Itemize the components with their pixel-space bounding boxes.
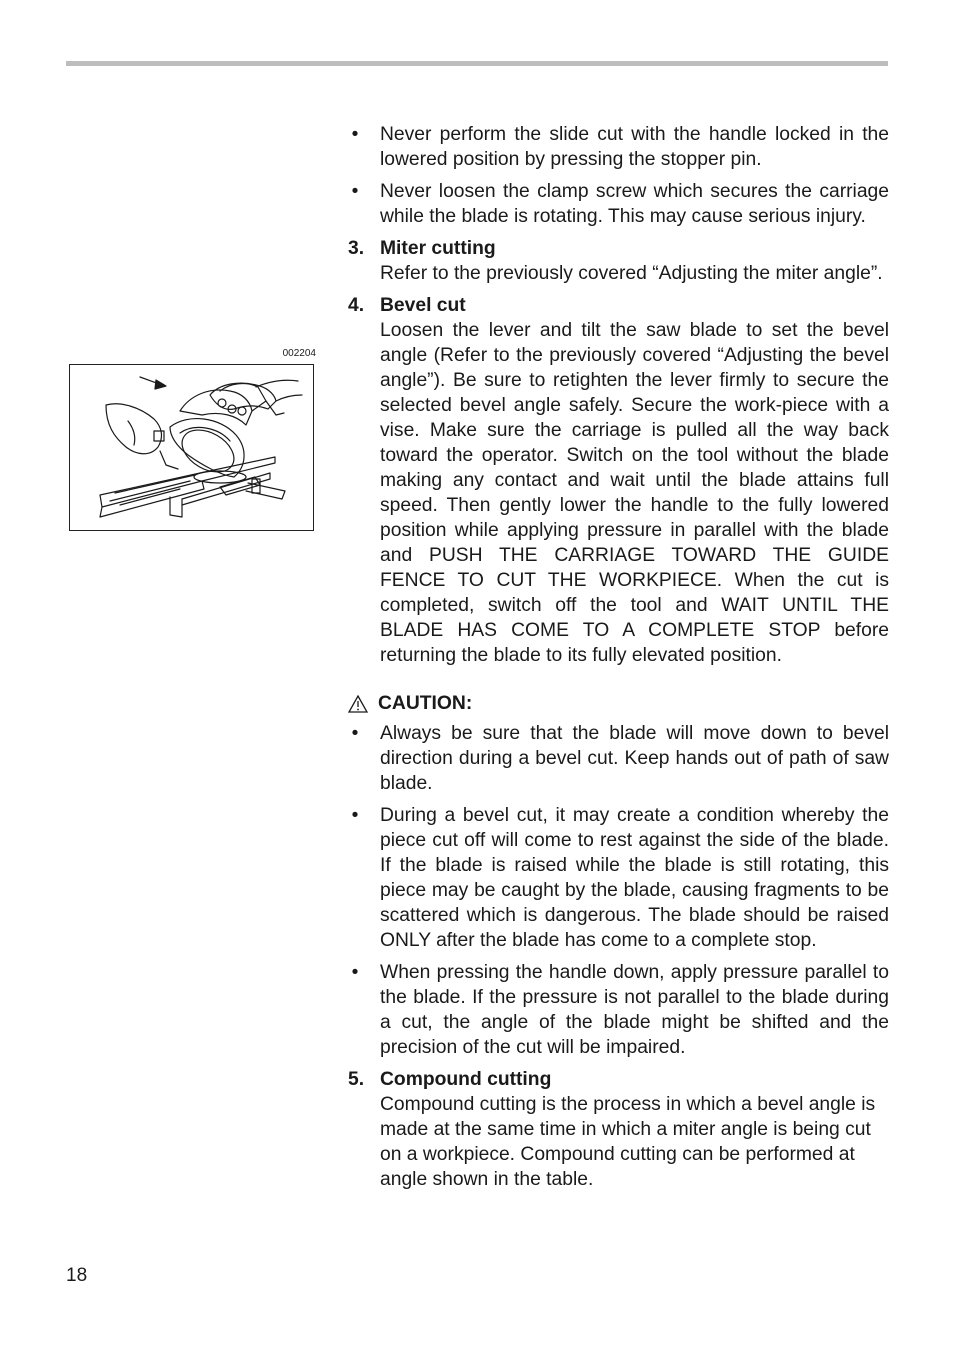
caution-heading	[348, 691, 889, 716]
bullet-text: Never perform the slide cut with the handle locked in the lowered position by pressing the stopper pin.	[380, 124, 889, 170]
bullet: •	[351, 723, 359, 744]
section-title: Compound cutting	[380, 1069, 552, 1090]
bullet: •	[351, 124, 359, 145]
section-number: 3.	[348, 238, 365, 259]
bullet-text: Always be sure that the blade will move down to bevel direction during a bevel cut. Keep hands out of path of saw blade.	[380, 723, 889, 794]
list-item	[348, 803, 889, 953]
figure-code: 002204	[282, 348, 316, 359]
instructions-column	[348, 122, 889, 1192]
section-title: Bevel cut	[380, 295, 466, 316]
bullet: •	[351, 805, 359, 826]
section-number: 4.	[348, 295, 365, 316]
top-rule	[66, 61, 888, 66]
list-item	[348, 122, 889, 172]
miter-saw-drawing	[70, 365, 312, 529]
section-number: 5.	[348, 1069, 365, 1090]
section-body: Loosen the lever and tilt the saw blade to set the bevel angle (Refer to the previously covered “Adjusting the bevel angle”). Be sure to retighten the lever firmly to secure the selected bevel angle safely. Secure the work-piece with a vise. Make sure the carriage is pulled all the way back toward the operator. Switch on the tool without the blade making any contact and wait until the blade attains full speed. Then gently lower the handle to the fully lowered position while applying pressure in parallel with the blade and PUSH THE CARRIAGE TOWARD THE GUIDE FENCE TO CUT THE WORKPIECE. When the cut is completed, switch off the tool and WAIT UNTIL THE BLADE HAS COME TO A COMPLETE STOP before returning the blade to its fully elevated position.	[380, 320, 889, 666]
section-title: Miter cutting	[380, 238, 496, 259]
bullet: •	[351, 962, 359, 983]
list-item	[348, 960, 889, 1060]
warning-triangle-icon	[348, 695, 368, 713]
bullet-text: When pressing the handle down, apply pressure parallel to the blade. If the pressure is not parallel to the blade during a cut, the angle of the blade might be shifted and the precision of the cut will be impaired.	[380, 962, 889, 1058]
bullet-text: During a bevel cut, it may create a condition whereby the piece cut off will come to rest against the side of the blade. If the blade is raised while the blade is still rotating, this piece may be caught by the blade, causing fragments to be scattered which is dangerous. The blade should be raised ONLY after the blade has come to a complete stop.	[380, 805, 889, 951]
caution-label: CAUTION:	[378, 693, 473, 714]
bullet: •	[351, 181, 359, 202]
list-item	[348, 721, 889, 796]
section-body: Refer to the previously covered “Adjusting the miter angle”.	[380, 263, 883, 284]
list-item	[348, 179, 889, 229]
section-miter	[348, 236, 889, 286]
section-compound	[348, 1067, 889, 1192]
bullet-text: Never loosen the clamp screw which secures the carriage while the blade is rotating. This may cause serious injury.	[380, 181, 889, 227]
page-number: 18	[66, 1265, 88, 1286]
section-bevel	[348, 293, 889, 668]
section-body: Compound cutting is the process in which a bevel angle is made at the same time in which a miter angle is being cut on a workpiece. Compound cutting can be performed at angle shown in the table.	[380, 1094, 876, 1190]
bevel-cut-illustration	[69, 364, 314, 531]
